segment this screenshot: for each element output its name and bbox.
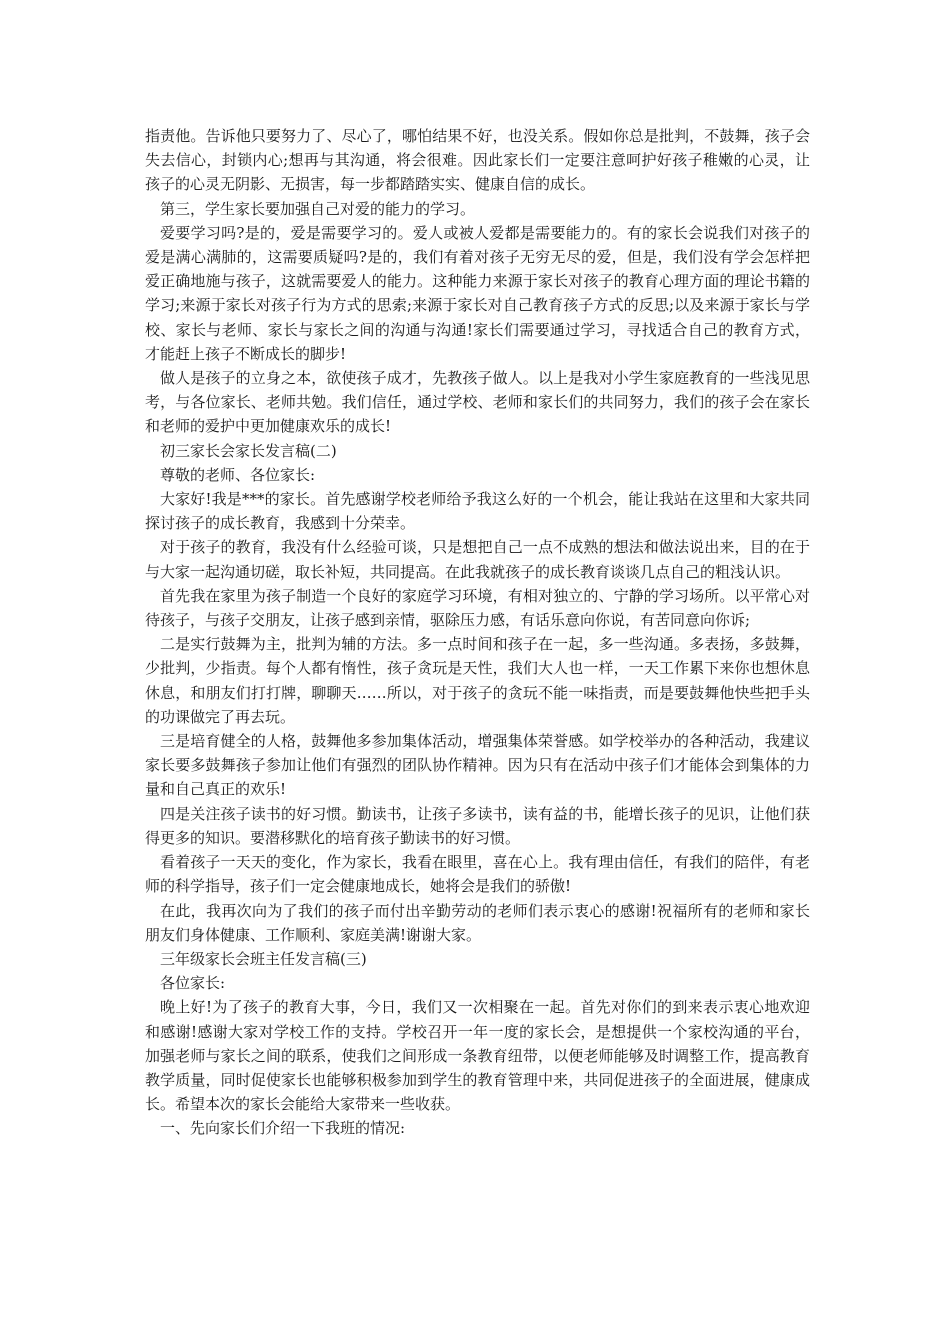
paragraph: 晚上好!为了孩子的教育大事，今日，我们又一次相聚在一起。首先对你们的到来表示衷心地欢迎和感谢!感谢大家对学校工作的支持。学校召开一年一度的家长会，是想提供一个家校沟通的平台，加强老师与家长之间的联系，使我们之间形成一条教育纽带，以便老师能够及时调整工作，提高教育教学质量，同时促使家长也能够积极参加到学生的教育管理中来，共同促进孩子的全面进展，健康成长。希望本次的家长会能给大家带来一些收获。 (145, 998, 810, 1114)
paragraph: 爱要学习吗?是的，爱是需要学习的。爱人或被人爱都是需要能力的。有的家长会说我们对孩子的爱是满心满肺的，这需要质疑吗?是的，我们有着对孩子无穷无尽的爱，但是，我们没有学会怎样把爱正确地施与孩子，这就需要爱人的能力。这种能力来源于家长对孩子的教育心理方面的理论书籍的学习;来源于家长对孩子行为方式的思索;来源于家长对自己教育孩子方式的反思;以及来源于家长与学校、家长与老师、家长与家长之间的沟通与沟通!家长们需要通过学习，寻找适合自己的教育方式，才能赶上孩子不断成长的脚步! (145, 223, 810, 363)
paragraph: 三是培育健全的人格，鼓舞他多参加集体活动，增强集体荣誉感。如学校举办的各种活动，我建议家长要多鼓舞孩子参加让他们有强烈的团队协作精神。因为只有在活动中孩子们才能体会到集体的力量和自己真正的欢乐! (145, 732, 810, 799)
article-title: 初三家长会家长发言稿(二) (160, 441, 337, 460)
paragraph: 在此，我再次向为了我们的孩子而付出辛勤劳动的老师们表示衷心的感谢!祝福所有的老师和家长朋友们身体健康、工作顺利、家庭美满!谢谢大家。 (145, 901, 810, 944)
paragraph: 首先我在家里为孩子制造一个良好的家庭学习环境，有相对独立的、宁静的学习场所。以平常心对待孩子，与孩子交朋友，让孩子感到亲情，驱除压力感，有话乐意向你说，有苦同意向你诉; (145, 586, 810, 630)
paragraph: 大家好!我是***的家长。首先感谢学校老师给予我这么好的一个机会，能让我站在这里和大家共同探讨孩子的成长教育，我感到十分荣幸。 (145, 490, 810, 533)
paragraph: 四是关注孩子读书的好习惯。勤读书，让孩子多读书，读有益的书，能增长孩子的见识，让他们获得更多的知识。要潜移默化的培育孩子勤读书的好习惯。 (145, 804, 810, 847)
article-title: 三年级家长会班主任发言稿(三) (160, 949, 367, 968)
document-body (145, 124, 810, 1141)
section-heading: 第三，学生家长要加强自己对爱的能力的学习。 (160, 199, 476, 218)
paragraph: 指责他。告诉他只要努力了、尽心了，哪怕结果不好，也没关系。假如你总是批判，不鼓舞，孩子会失去信心，封锁内心;想再与其沟通，将会很难。因此家长们一定要注意呵护好孩子稚嫩的心灵，让孩子的心灵无阴影、无损害，每一步都踏踏实实、健康自信的成长。 (145, 127, 810, 194)
paragraph: 对于孩子的教育，我没有什么经验可谈，只是想把自己一点不成熟的想法和做法说出来，目的在于与大家一起沟通切磋，取长补短，共同提高。在此我就孩子的成长教育谈谈几点自己的粗浅认识。 (145, 538, 810, 581)
paragraph: 看着孩子一天天的变化，作为家长，我看在眼里，喜在心上。我有理由信任，有我们的陪伴，有老师的科学指导，孩子们一定会健康地成长，她将会是我们的骄傲! (145, 853, 810, 896)
paragraph: 二是实行鼓舞为主，批判为辅的方法。多一点时间和孩子在一起，多一些沟通。多表扬，多鼓舞，少批判，少指责。每个人都有惰性，孩子贪玩是天性，我们大人也一样，一天工作累下来你也想休息休息，和朋友们打打牌，聊聊天……所以，对于孩子的贪玩不能一味指责，而是要鼓舞他快些把手头的功课做完了再去玩。 (145, 635, 810, 726)
section-heading: 一、先向家长们介绍一下我班的情况: (160, 1119, 406, 1138)
salutation: 各位家长: (160, 974, 226, 993)
salutation: 尊敬的老师、各位家长: (160, 465, 316, 484)
paragraph: 做人是孩子的立身之本，欲使孩子成才，先教孩子做人。以上是我对小学生家庭教育的一些浅见思考，与各位家长、老师共勉。我们信任，通过学校、老师和家长们的共同努力，我们的孩子会在家长和老师的爱护中更加健康欢乐的成长! (145, 369, 810, 436)
